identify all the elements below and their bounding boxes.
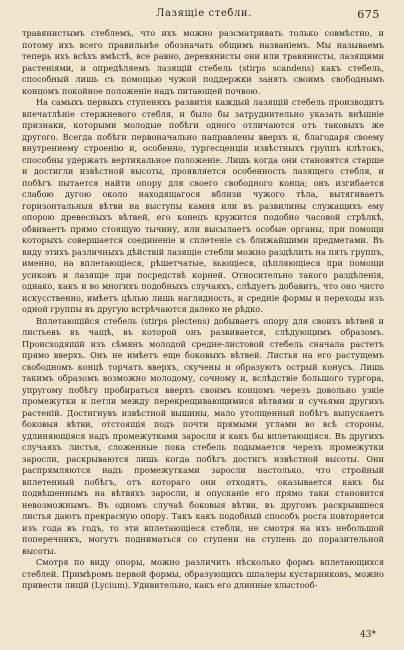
paragraph-2: На самыхъ первыхъ ступеняхъ развитія каждый лазящій стебель производитъ впечатлѣніе стержневого стебля, и было бы затруднительно указать внѣшніе признаки, которыми молодые побѣги одного отличаются отъ таковыхъ же другого. Всегда побѣги первоначально направлены вверхъ и, благодаря своему внутреннему строенію и, особенно, тургесценціи извѣстныхъ группъ клѣтокъ, способны удержать вертикальное положеніе. Лишь когда они становятся старше и достигли извѣстной высоты, проявляется особенность лазящего стебля, и побѣгъ пытается найти опору для своего свободного конца; онъ изгибается слабою дугою около находящагося вблизи чужого тѣла, вытягиваетъ горизонтальныя вѣтви на выступы камня или въ развилины служащихъ ему опорою древесныхъ вѣтвей, его конецъ кружится подобно часовой стрѣлкѣ, обвиваетъ прямо стоящую тычину, или высылаетъ особые органы, при помощи которыхъ совершается соединеніе и сплетеніе съ ближайшими предметами. Въ виду этихъ различныхъ дѣйствій лазящіе стебли можно раздѣлить на пять группъ, именно, на вплетающіеся, рѣшетчатые, вьющіеся, цѣпляющіеся при помощи усиковъ и лазящіе при посредствѣ корней. Относительно такого раздѣленія, однако, какъ и во многихъ подобныхъ случаяхъ, слѣдуетъ добавить, что оно чисто искусственно, имѣетъ цѣлью лишь наглядность, и средніе формы и переходы изъ одной группы въ другую встрѣчаются далеко не рѣдко.: [22, 97, 384, 314]
page-body: [22, 28, 384, 592]
paragraph-1: травянистымъ стеблемъ, что ихъ можно разсматривать только совмѣстно, и потому ихъ всего правильнѣе обозначать общимъ названіемъ. Мы называемъ теперь ихъ всѣхъ вмѣстѣ, все равно, деревянисты они или травянисты, лазящими растеніями, и опредѣляемъ лазящій стебель (stirps scandens) какъ стебель, способный лишь съ помощью чужой поддержки занять своимъ свободнымъ концомъ покойное положеніе надъ питающей почвою.: [22, 28, 384, 96]
running-title: Лазящіе стебли.: [156, 8, 252, 19]
paragraph-4: Смотря по виду опоры, можно различить нѣсколько формъ вплетающихся стеблей. Примѣромъ первой формы, образующихъ шпалеры кустарниковъ, можно привести лицій (Lycium). Удивительно, какъ его длинные хлыстооб-: [22, 557, 384, 590]
page-number: 675: [357, 8, 380, 21]
signature-mark: 43*: [360, 630, 376, 640]
running-header: [26, 8, 382, 22]
paragraph-3: Вплетающійся стебель (stirps plectens) добываетъ опору для своихъ вѣтвей и листьевъ въ чащѣ, въ которой онъ развивается, слѣдующимъ образомъ. Происходящій изъ сѣмянъ молодой средне-листовой стебель сначала растетъ прямо вверхъ. Онъ не имѣетъ еще боковыхъ вѣтвей. Листья на его растущемъ свободномъ концѣ торчатъ вверхъ, скучены и образуютъ острый конусъ. Лишь такимъ образомъ возможно молодому, сочному и, вслѣдствіе большого тургора, упругому побѣгу пробираться вверхъ своимъ концомъ черезъ довольно узкіе промежутки и петли между перекрещивающимися вѣтвями и сучьями другихъ растеній. Достигнувъ извѣстной вышины, мало утолщенный побѣгъ выпускаетъ боковыя вѣтви, отстоящія подъ почти прямыми углами во всѣ стороны, удлиняющіяся надъ промежутками заросли и какъ бы вплетающіяся. Въ другихъ случаяхъ листья, сложенные пока стебель подымается черезъ промежутки заросли, раскрываются лишь когда побѣгъ достигъ извѣстной высоты. Они распрямляются надъ промежутками заросли настолько, что стройный вплетенный побѣгъ, отъ котораго они отходятъ, оказывается какъ бы подвѣшеннымъ на вѣтвяхъ заросли, и опусканіе его прямо таки становится невозможнымъ. Въ одномъ случаѣ боковыя вѣтви, въ другомъ раскрывшіеся листья даютъ прекрасную опору. Такъ какъ подобный способъ роста повторяется изъ года въ годъ, то эти вплетающіеся стебли, не смотря на ихъ небольшой поперечникъ, могутъ подниматься со ступени на ступень до поразительной высоты.: [22, 315, 384, 556]
